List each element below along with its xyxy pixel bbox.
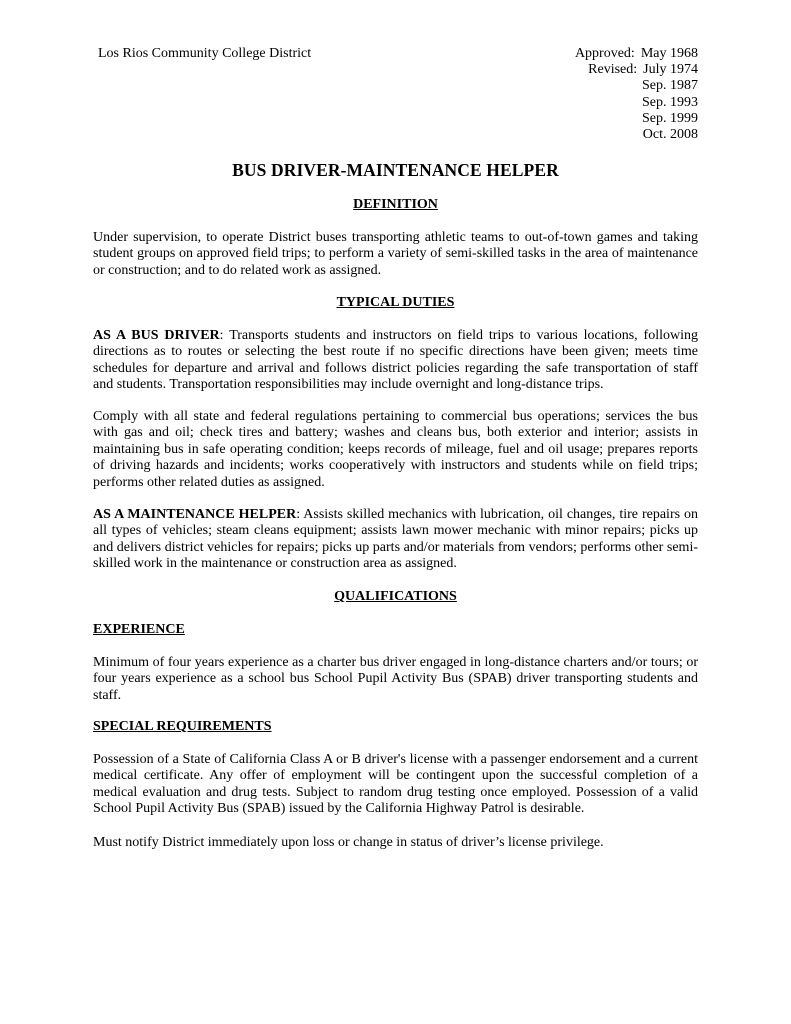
special-requirements-heading: SPECIAL REQUIREMENTS <box>93 719 272 734</box>
revision-row <box>478 111 698 127</box>
revision-history <box>478 46 698 143</box>
comply-duties: Comply with all state and federal regulations pertaining to commercial bus operations; services the bus with gas and oil; check tires and battery; washes and cleans bus, both exterior and interior; assists in maintaining bus in safe operating condition; keeps records of mileage, fuel and oil usage; prepares reports of driving hazards and incidents; works cooperatively with instructors and students while on field trips; performs other related duties as assigned. <box>93 409 698 490</box>
experience-text: Minimum of four years experience as a charter bus driver engaged in long-distance charters and/or tours; or four years experience as a school bus School Pupil Activity Bus (SPAB) driver transporting students and staff. <box>93 655 698 703</box>
definition-text: Under supervision, to operate District buses transporting athletic teams to out-of-town games and taking student groups on approved field trips; to perform a variety of semi-skilled tasks in the area of maintenance or construction; and to do related work as assigned. <box>93 230 698 278</box>
bus-driver-text: : Transports students and instructors on field trips to various locations, following directions as to routes or selecting the best route if no specific directions have been given; meets time schedules for departure and arrival and follows district policies regarding the safe transportation of staff and students. Transportation responsibilities may include overnight and long-distance trips. <box>93 328 698 393</box>
qualifications-heading: QUALIFICATIONS <box>334 589 457 604</box>
revision-label: Approved: <box>574 46 635 61</box>
revision-label: Revised: <box>588 62 638 78</box>
definition-heading: DEFINITION <box>353 197 438 212</box>
revision-date: Oct. 2008 <box>642 127 698 143</box>
district-name: Los Rios Community College District <box>98 46 312 61</box>
revision-row <box>478 78 698 94</box>
document-title: BUS DRIVER-MAINTENANCE HELPER <box>232 160 559 180</box>
revision-date: May 1968 <box>640 46 698 61</box>
bus-driver-duties <box>93 328 698 394</box>
revision-row <box>478 95 698 111</box>
revision-row <box>478 127 698 143</box>
maintenance-helper-duties <box>93 507 698 573</box>
special-requirements-text: Possession of a State of California Class A or B driver's license with a passenger endorsement and a current medical certificate. Any offer of employment will be contingent upon the successful completion of a medical evaluation and drug tests. Subject to random drug testing once employed. Possession of a valid School Pupil Activity Bus (SPAB) issued by the California Highway Patrol is desirable. <box>93 752 698 817</box>
maintenance-helper-text: : Assists skilled mechanics with lubrication, oil changes, tire repairs on all types of vehicles; steam cleans equipment; assists lawn mower mechanic with minor repairs; picks up and delivers district vehicles for repairs; picks up parts and/or materials from vendors; performs other semi-skilled work in the maintenance or construction area as assigned. <box>93 507 698 572</box>
typical-duties-heading: TYPICAL DUTIES <box>336 295 455 310</box>
revision-date: Sep. 1999 <box>642 110 698 126</box>
experience-heading: EXPERIENCE <box>93 622 185 637</box>
revision-row <box>478 62 698 78</box>
maintenance-helper-lead: AS A MAINTENANCE HELPER <box>93 507 297 522</box>
revision-row <box>478 46 698 62</box>
revision-date: Sep. 1993 <box>642 94 698 110</box>
revision-date: Sep. 1987 <box>642 78 698 94</box>
notify-text: Must notify District immediately upon loss or change in status of driver’s license privilege. <box>93 835 604 850</box>
bus-driver-lead: AS A BUS DRIVER <box>93 328 220 343</box>
revision-date: July 1974 <box>643 62 698 78</box>
